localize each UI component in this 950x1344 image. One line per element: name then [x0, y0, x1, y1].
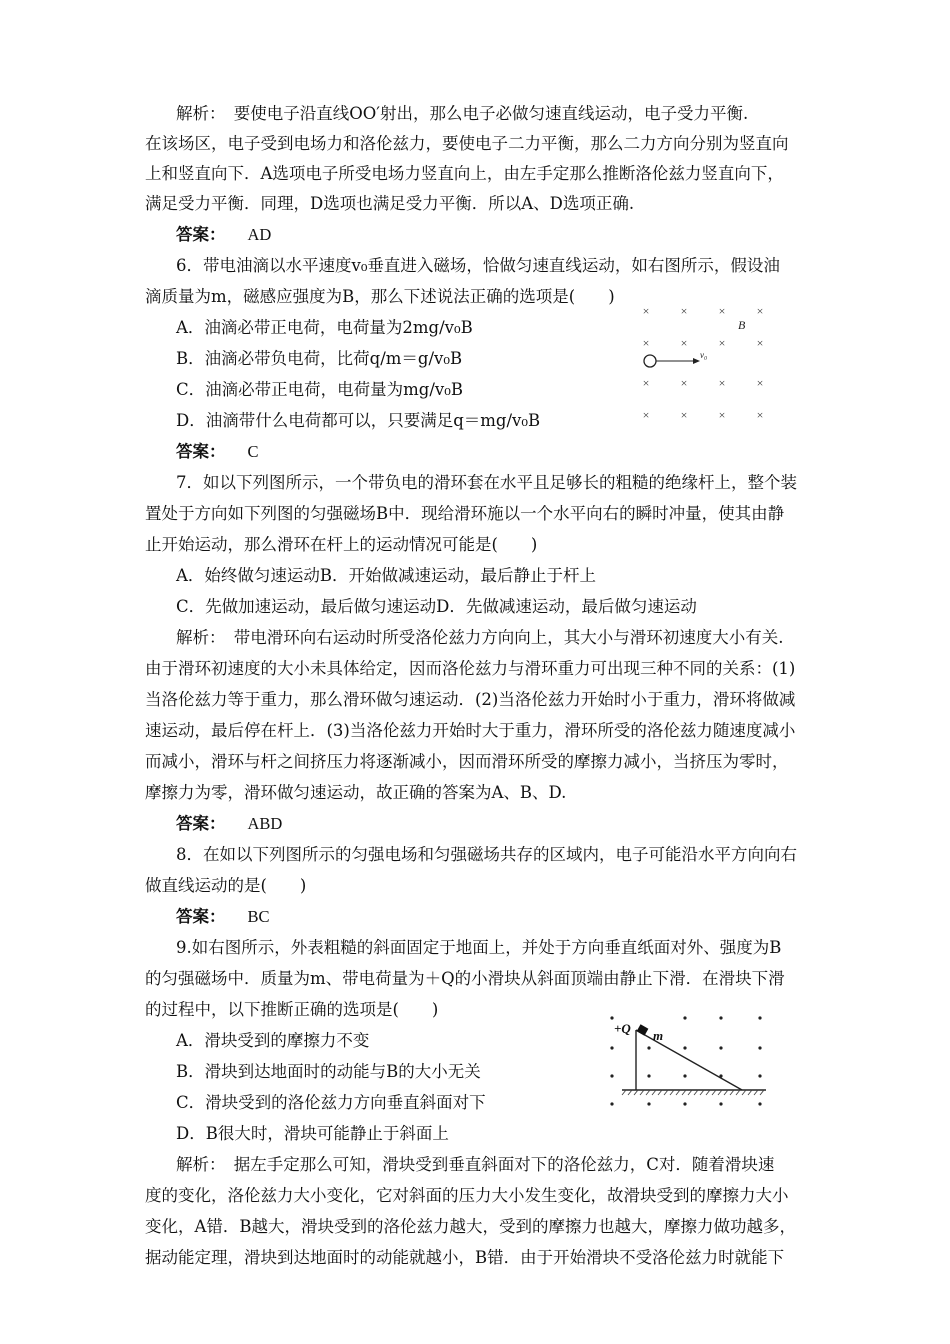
- options-ab: A．始终做匀速运动B．开始做减速运动，最后静止于杆上: [176, 566, 597, 585]
- mass-label: m: [653, 1028, 664, 1043]
- answer-value: C: [247, 442, 259, 461]
- field-cross: ×: [642, 304, 650, 318]
- velocity-arrowhead: [693, 358, 700, 364]
- text-line: 度的变化，洛伦兹力大小变化，它对斜面的压力大小发生变化，故滑块受到的摩擦力大小: [145, 1186, 789, 1205]
- text-line: 解析： 据左手定那么可知，滑块受到垂直斜面对下的洛伦兹力，C对．随着滑块速: [176, 1155, 775, 1174]
- field-dot: [683, 1016, 686, 1019]
- text-line: 变化，A错．B越大，滑块受到的洛伦兹力越大，受到的摩擦力也越大，摩擦力做功越多，: [145, 1217, 797, 1236]
- option-b: B．油滴必带负电荷，比荷q/m＝g/v₀B: [176, 349, 463, 368]
- option-d: D．B很大时，滑块可能静止于斜面上: [176, 1124, 449, 1143]
- field-cross: ×: [756, 304, 764, 318]
- field-dot: [719, 1102, 722, 1105]
- field-label: B: [738, 318, 746, 332]
- question-7-stem: 7．如以下列图所示，一个带负电的滑环套在水平且足够长的粗糙的绝缘杆上，整个装: [176, 473, 797, 492]
- field-cross: ×: [642, 336, 650, 350]
- field-cross: ×: [718, 304, 726, 318]
- field-dot: [610, 1016, 613, 1019]
- answer-line: [176, 224, 271, 246]
- answer-line: [176, 813, 282, 835]
- field-cross: ×: [718, 336, 726, 350]
- field-dot: [758, 1016, 761, 1019]
- field-dot: [610, 1046, 613, 1049]
- field-dot: [683, 1102, 686, 1105]
- field-cross: ×: [680, 336, 688, 350]
- text-line: 而减小，滑环与杆之间挤压力将逐渐减小，因而滑环所受的摩擦力减小，当挤压为零时，: [145, 752, 789, 771]
- field-cross: ×: [680, 304, 688, 318]
- text-line: 速运动，最后停在杆上．(3)当洛伦兹力开始时大于重力，滑环所受的洛伦兹力随速度减小: [145, 721, 796, 740]
- field-dot: [719, 1046, 722, 1049]
- option-c: C．油滴必带正电荷，电荷量为mg/v₀B: [176, 380, 463, 399]
- question-9-stem: 9.如右图所示，外表粗糙的斜面固定于地面上，并处于方向垂直纸面对外、强度为B: [176, 938, 782, 957]
- text-line: 的匀强磁场中．质量为m、带电荷量为＋Q的小滑块从斜面顶端由静止下滑．在滑块下滑: [145, 969, 785, 988]
- field-cross: ×: [756, 408, 764, 422]
- answer-label: 答案：: [176, 442, 226, 461]
- question-8-stem: 8．在如以下列图所示的匀强电场和匀强磁场共存的区域内，电子可能沿水平方向向右: [176, 845, 797, 864]
- slider-block: [637, 1024, 649, 1035]
- text-line: 止开始运动，那么滑环在杆上的运动情况可能是( ): [145, 535, 538, 554]
- option-d: D．油滴带什么电荷都可以，只要满足q＝mg/v₀B: [176, 411, 541, 430]
- answer-label: 答案：: [176, 814, 226, 833]
- field-dot: [647, 1046, 650, 1049]
- text-line: 的过程中，以下推断正确的选项是( ): [145, 1000, 439, 1019]
- option-a: A．油滴必带正电荷，电荷量为2mg/v₀B: [176, 318, 473, 337]
- magnetic-field-figure: [630, 298, 780, 426]
- option-b: B．滑块到达地面时的动能与B的大小无关: [176, 1062, 481, 1081]
- answer-line: [176, 906, 270, 928]
- option-a: A．滑块受到的摩擦力不变: [176, 1031, 370, 1050]
- text-line: 在该场区，电子受到电场力和洛伦兹力，要使电子二力平衡，那么二力方向分别为竖直向: [145, 134, 789, 153]
- field-cross: ×: [756, 376, 764, 390]
- field-dot: [683, 1046, 686, 1049]
- answer-label: 答案：: [176, 907, 226, 926]
- field-cross: ×: [680, 408, 688, 422]
- field-cross: ×: [718, 376, 726, 390]
- field-dot: [683, 1074, 686, 1077]
- answer-value: ABD: [247, 814, 283, 833]
- text-line: 当洛伦兹力等于重力，那么滑环做匀速运动．(2)当洛伦兹力开始时小于重力，滑环将做减: [145, 690, 796, 709]
- field-dot: [758, 1074, 761, 1077]
- text-line: 上和竖直向下．A选项电子所受电场力竖直向上，由左手定那么推断洛伦兹力竖直向下，: [145, 164, 784, 183]
- field-cross: ×: [642, 408, 650, 422]
- field-dot: [758, 1102, 761, 1105]
- question-6-stem: 6．带电油滴以水平速度v₀垂直进入磁场，恰做匀速直线运动，如右图所示，假设油: [176, 256, 780, 275]
- field-dot: [610, 1074, 613, 1077]
- text-line: 置处于方向如下列图的匀强磁场B中．现给滑环施以一个水平向右的瞬时冲量，使其由静: [145, 504, 785, 523]
- text-line: 解析： 要使电子沿直线OO′射出，那么电子必做匀速直线运动，电子受力平衡.: [176, 104, 749, 123]
- charge-label: +Q: [614, 1021, 631, 1036]
- text-line: 摩擦力为零，滑环做匀速运动，故正确的答案为A、B、D.: [145, 783, 567, 802]
- text-line: 解析： 带电滑环向右运动时所受洛伦兹力方向向上，其大小与滑环初速度大小有关.: [176, 628, 784, 647]
- option-c: C．滑块受到的洛伦兹力方向垂直斜面对下: [176, 1093, 486, 1112]
- options-cd: C．先做加速运动，最后做匀速运动D．先做减速运动，最后做匀速运动: [176, 597, 697, 616]
- oil-drop: [644, 355, 656, 367]
- text-line: 满足受力平衡．同理，D选项也满足受力平衡．所以A、D选项正确.: [145, 194, 635, 213]
- text-line: 据动能定理，滑块到达地面时的动能就越小，B错．由于开始滑块不受洛伦兹力时就能下: [145, 1248, 785, 1267]
- field-cross: ×: [680, 376, 688, 390]
- answer-value: BC: [247, 907, 270, 926]
- velocity-label: v₀: [700, 350, 708, 360]
- field-cross: ×: [756, 336, 764, 350]
- field-dot: [719, 1016, 722, 1019]
- field-dot: [647, 1102, 650, 1105]
- answer-value: AD: [247, 225, 272, 244]
- text-line: 做直线运动的是( ): [145, 876, 307, 895]
- text-line: 由于滑环初速度的大小未具体给定，因而洛伦兹力与滑环重力可出现三种不同的关系：(1): [145, 659, 796, 678]
- incline-slope: [636, 1030, 742, 1090]
- field-cross: ×: [642, 376, 650, 390]
- incline-figure: [600, 1010, 775, 1110]
- answer-line: [176, 441, 259, 463]
- answer-label: 答案：: [176, 225, 226, 244]
- field-dot: [758, 1046, 761, 1049]
- field-cross: ×: [718, 408, 726, 422]
- text-line: 滴质量为m，磁感应强度为B，那么下述说法正确的选项是( ): [145, 287, 615, 306]
- field-dot: [647, 1074, 650, 1077]
- field-dot: [610, 1102, 613, 1105]
